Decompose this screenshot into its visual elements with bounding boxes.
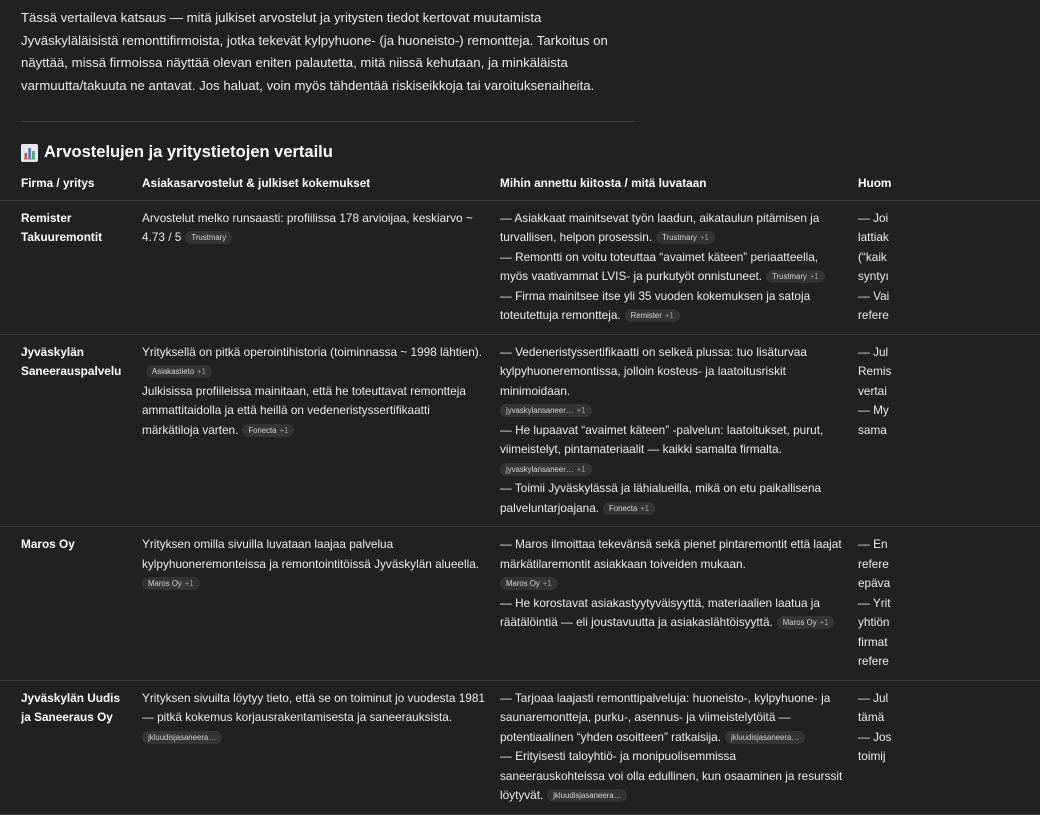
cell-entry-text: — Erityisesti taloyhtiö- ja monipuolisemmissa saneerauskohteissa voi olla edullinen, kun osaaminen ja resurssit löytyvät. — [500, 749, 843, 802]
source-chip[interactable] — [242, 424, 294, 437]
reviews-cell — [142, 334, 500, 527]
source-chip[interactable] — [766, 270, 825, 283]
notes-line: lattiak — [858, 230, 889, 244]
notes-line: firmat — [858, 634, 888, 649]
source-chip[interactable] — [625, 309, 680, 322]
section-title-text: Arvostelujen ja yritystietojen vertailu — [44, 143, 333, 161]
source-chip-label: jyvaskylansaneer… — [506, 406, 574, 415]
cell-entry — [500, 343, 844, 421]
cell-entry — [142, 209, 486, 248]
source-chip-count: +1 — [809, 272, 819, 281]
notes-cell — [858, 680, 1040, 814]
reviews-cell — [142, 200, 500, 334]
source-chip-count: +1 — [576, 464, 586, 474]
table-header-row — [0, 168, 1040, 200]
notes-line: refere — [858, 556, 889, 571]
section-divider — [21, 121, 635, 122]
source-chip-label: jkluudisjasaneera… — [731, 732, 800, 742]
source-chip-label: jkluudisjasaneera… — [553, 791, 622, 800]
source-chip-label: jyvaskylansaneer… — [506, 464, 574, 474]
notes-cell — [858, 334, 1040, 527]
notes-cell — [858, 527, 1040, 681]
cell-entry-text: Yrityksen sivuilta löytyy tieto, että se on toiminut jo vuodesta 1981 — pitkä kokemus korjausrakentamisesta ja saneerauksista. — [142, 690, 485, 724]
source-chip-count: +1 — [664, 311, 674, 320]
header-praise: Mihin annettu kiitosta / mitä luvataan — [500, 168, 858, 200]
notes-line: epäva — [858, 576, 891, 590]
notes-line: — Yrit — [858, 595, 891, 610]
notes-line: toimij — [858, 749, 886, 763]
notes-line: refere — [858, 654, 889, 668]
cell-entry-text: — Vedeneristyssertifikaatti on selkeä plussa: tuo lisäturvaa kylpyhuoneremontissa, jolloin kosteus- ja laatoitusriskit minimoidaan. — [500, 344, 807, 398]
header-notes: Huom — [858, 168, 1040, 200]
cell-entry-text: — Remontti on voitu toteuttaa “avaimet käteen” periaatteella, myös vaativammat LVIS- ja purkutyöt onnistuneet. — [500, 249, 819, 283]
notes-line: — Jul — [858, 344, 889, 359]
cell-entry — [142, 689, 486, 748]
cell-entry-text: — Tarjoaa laajasti remonttipalveluja: huoneisto-, kylpyhuone- ja saunaremontteja, purku-, asennus- ja viimeistelytöitä — potentiaalinen “yhden osoitteen” ratkaisija. — [500, 690, 831, 744]
source-chip-label: jkluudisjasaneera… — [148, 732, 217, 742]
source-chip[interactable] — [500, 577, 558, 590]
source-chip-count: +1 — [279, 425, 289, 435]
source-chip[interactable] — [500, 404, 592, 417]
cell-entry — [500, 594, 844, 633]
notes-line: yhtiön — [858, 615, 890, 629]
cell-entry — [142, 382, 486, 441]
cell-entry-text: — Maros ilmoittaa tekevänsä sekä pienet pintaremontit että laajat märkätilaremontit asiakkaan toiveiden mukaan. — [500, 537, 842, 571]
notes-cell — [858, 200, 1040, 334]
source-chip-count: +1 — [699, 233, 709, 242]
header-firm: Firma / yritys — [0, 168, 142, 200]
notes-line: — Jul — [858, 690, 889, 705]
intro-paragraph: Tässä vertaileva katsaus — mitä julkiset arvostelut ja yritysten tiedot kertovat muutamista Jyväskyläläisistä remonttifirmoista, jotka tekevät kylpyhuone- (ja huoneisto-) remontteja. Tarkoitus on näyttää, missä firmoissa näyttää olevan eniten palautetta, mitä niissä kehutaan, ja minkäläista varmuutta/takuuta ne antavat. Jos haluat, voin myös tähdentää riskiseikkoja tai varoituksenaiheita. — [21, 10, 608, 93]
cell-entry-text: — Toimii Jyväskylässä ja lähialueilla, mikä on etu paikallisena palveluntarjoajana. — [500, 481, 822, 515]
reviews-cell — [142, 680, 500, 814]
notes-line: Remis — [858, 364, 892, 378]
source-chip[interactable] — [547, 789, 627, 802]
source-chip-label: Maros Oy — [782, 618, 817, 627]
bar-chart-icon — [21, 144, 38, 162]
firm-name: Jyväskylän Uudis ja Saneeraus Oy — [0, 680, 142, 814]
firm-name: Remister Takuuremontit — [0, 200, 142, 334]
source-chip[interactable] — [656, 231, 715, 244]
cell-entry — [500, 747, 844, 806]
notes-line: — Joi — [858, 210, 889, 225]
cell-entry — [500, 287, 844, 326]
source-chip-count: +1 — [542, 579, 552, 588]
cell-entry — [500, 535, 844, 594]
cell-entry-text: — He lupaavat “avaimet käteen” -palvelun: laatoitukset, purut, viimeistelyt, pintamateriaalit — kaikki samalta firmalta. — [500, 422, 824, 456]
reviews-cell — [142, 527, 500, 681]
cell-entry — [142, 535, 486, 594]
notes-line: syntyı — [858, 269, 889, 283]
cell-entry — [500, 209, 844, 248]
section-title — [21, 143, 333, 162]
cell-entry — [500, 479, 844, 518]
source-chip-label: Fonecta — [248, 425, 277, 435]
source-chip-label: Maros Oy — [506, 579, 540, 588]
source-chip[interactable] — [142, 731, 222, 744]
source-chip-count: +1 — [576, 406, 586, 415]
source-chip[interactable] — [146, 365, 212, 378]
comparison-table — [0, 168, 1040, 815]
firm-name: Jyväskylän Saneerauspalvelu — [0, 334, 142, 527]
source-chip-count: +1 — [197, 367, 206, 376]
source-chip-count: +1 — [819, 618, 829, 627]
notes-line: tämä — [858, 710, 885, 724]
table-row — [0, 200, 1040, 334]
cell-entry-text: Yrityksen omilla sivuilla luvataan laajaa palvelua kylpyhuoneremonteissa ja remontointitöissä Jyväskylän alueella. — [142, 537, 480, 571]
table-row — [0, 680, 1040, 814]
cell-entry-text: — He korostavat asiakastyytyväisyyttä, materiaalien laatua ja räätälöintiä — eli joustavuutta ja asiakaslähtöisyyttä. — [500, 595, 820, 629]
cell-entry — [500, 248, 844, 287]
praise-cell — [500, 680, 858, 814]
cell-entry — [142, 343, 486, 382]
notes-line: sama — [858, 422, 887, 437]
notes-line: — Vai — [858, 288, 890, 303]
cell-entry — [500, 689, 844, 748]
table-row — [0, 527, 1040, 681]
source-chip-label: Fonecta — [609, 503, 638, 513]
praise-cell — [500, 334, 858, 527]
source-chip-label: Trustmary — [772, 272, 807, 281]
cell-entry-text: — Asiakkaat mainitsevat työn laadun, aikataulun pitämisen ja turvallisen, helpon prosessin. — [500, 210, 820, 244]
notes-line: — Jos — [858, 729, 892, 744]
source-chip-label: Remister — [630, 311, 662, 320]
cell-entry-text: Yrityksellä on pitkä operointihistoria (toiminnassa ~ 1998 lähtien). — [142, 344, 482, 359]
header-reviews: Asiakasarvostelut & julkiset kokemukset — [142, 168, 500, 200]
cell-entry-text: Arvostelut melko runsaasti: profiilissa 178 arvioijaa, keskiarvo ~ 4.73 / 5 — [142, 210, 473, 244]
notes-line: refere — [858, 308, 889, 322]
source-chip[interactable] — [725, 731, 805, 744]
cell-entry-text: — Firma mainitsee itse yli 35 vuoden kokemuksen ja satoja toteutettuja remontteja. — [500, 288, 811, 322]
source-chip-count: +1 — [184, 579, 194, 588]
source-chip[interactable] — [603, 502, 655, 515]
notes-line: vertai — [858, 383, 887, 398]
comparison-table-container[interactable] — [0, 168, 892, 815]
source-chip[interactable] — [185, 231, 232, 244]
source-chip-count: +1 — [640, 503, 650, 513]
notes-line: (“kaik — [858, 249, 887, 264]
source-chip-label: Trustmary — [662, 233, 697, 242]
table-row — [0, 334, 1040, 527]
cell-entry — [500, 421, 844, 480]
source-chip-label: Asiakastieto — [152, 367, 195, 376]
source-chip-label: Trustmary — [191, 233, 227, 242]
praise-cell — [500, 200, 858, 334]
notes-line: — En — [858, 537, 888, 551]
firm-name: Maros Oy — [0, 527, 142, 681]
source-chip[interactable] — [142, 577, 200, 590]
source-chip[interactable] — [777, 616, 835, 629]
praise-cell — [500, 527, 858, 681]
source-chip[interactable] — [500, 463, 592, 476]
notes-line: — My — [858, 403, 889, 417]
cell-entry-text: Julkisissa profiileissa mainitaan, että he toteuttavat remontteja ammattitaidolla ja että heillä on vedeneristyssertifikaatti märkätiloja varten. — [142, 383, 466, 437]
source-chip-label: Maros Oy — [148, 579, 182, 588]
